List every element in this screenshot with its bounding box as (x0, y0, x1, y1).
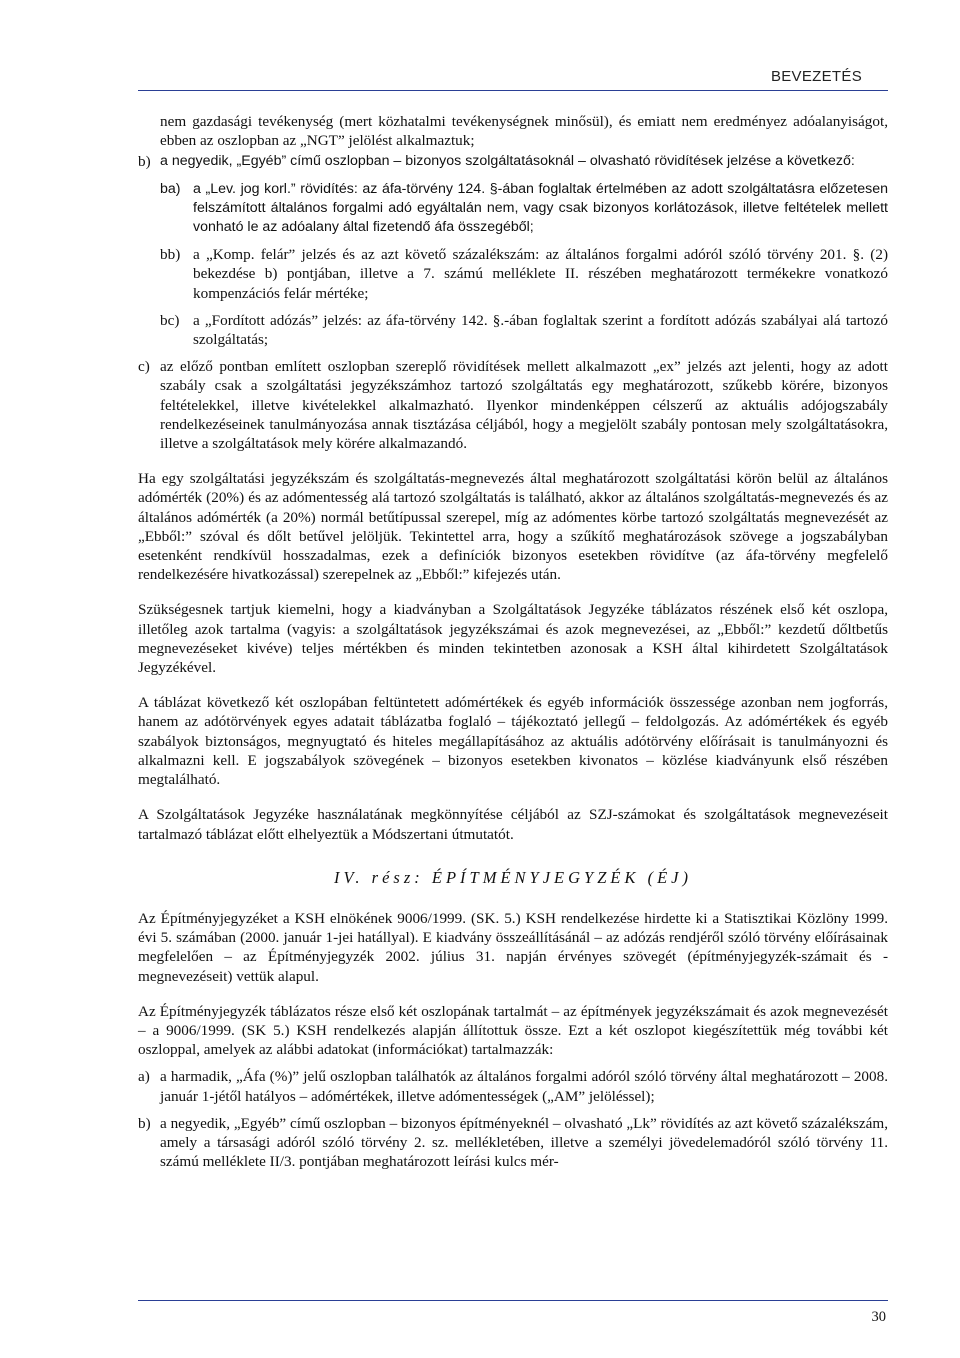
list-text: a „Komp. felár” jelzés és az azt követő százalékszám: az általános forgalmi adóról szóló törvény 201. §. (2) bekezdése b) pontjában, illetve a 7. számú melléklete II. részében meghatározott termékekre vonatkozó kompenzációs felár mértéke; (193, 246, 888, 302)
list-text: a negyedik, „Egyéb” című oszlopban – bizonyos szolgáltatásoknál – olvasható rövidítések jelzése a következő: (160, 153, 855, 170)
list-label: ba) (160, 180, 181, 197)
page-footer (138, 1300, 888, 1325)
list-label: a) (138, 1068, 150, 1086)
header-title: BEVEZETÉS (770, 68, 862, 85)
list-label: b) (138, 1114, 151, 1132)
list-text: a „Lev. jog korl.” rövidítés: az áfa-törvény 124. §-ában foglaltak értelmében az adott szolgáltatásra előzetesen felszámított általános forgalmi adó egyáltalán nem, vagy csak bizonyos korlátozások, illetve feltételek mellett vonható le az adóalany által fizetendő áfa összegéből; (193, 180, 888, 236)
intro-continuation: nem gazdasági tevékenység (mert közhatalmi tevékenységnek minősül), és emiatt nem eredményez adóalanyiságot, ebben az oszlopban az „NGT” jelölést alkalmaztuk; (160, 113, 888, 150)
paragraph: Az Építményjegyzék táblázatos része első két oszlopának tartalmát – az építmények jegyzékszámait és azok megnevezését – a 9006/1999. (SK 5.) KSH rendelkezés alapján állítottuk össze. Ezt a két oszlopot kiegészítettük még további két oszloppal, amelyek az alábbi adatokat (információkat) tartalmazzák: (138, 1002, 888, 1059)
list-label: bc) (160, 311, 180, 329)
list-label: bb) (160, 246, 181, 264)
list-text: a negyedik, „Egyéb” című oszlopban – bizonyos építményeknél – olvasható „Lk” rövidítés az azt követő százalékszám, amely a társasági adóról szóló törvény 2. sz. mellékletében, illetve a személyi jövedelemadóról szóló törvény 11. számú melléklete II/3. pontjában meghatározott leírási kulcs mér- (160, 1114, 888, 1171)
list-item-b2 (138, 1114, 888, 1172)
list-item-b (138, 152, 888, 171)
paragraph: Az Építményjegyzéket a KSH elnökének 9006/1999. (SK. 5.) KSH rendelkezése hirdette ki a Statisztikai Közlöny 1999. évi 5. számában (2000. január 1-jei hatállyal). E kiadvány összeállításánál – az adózás rendjéről szóló törvény előírásainak megfelelően – az Építményjegyzék 2002. július 31. napján érvényes szövegét (építményjegyzék-számait és -megnevezéseit) vettük alapul. (138, 909, 888, 985)
list-text: a „Fordított adózás” jelzés: az áfa-törvény 142. §.-ában foglaltak szerint a fordított adózás szabályai alá tartozó szolgáltatás; (193, 311, 888, 349)
page-header (138, 66, 888, 91)
list-item-a (138, 1067, 888, 1105)
list-label: b) (138, 153, 151, 171)
paragraph: A Szolgáltatások Jegyzéke használatának megkönnyítése céljából az SZJ-számokat és szolgáltatások megnevezéseit tartalmazó táblázat előtt elhelyeztük a Módszertani útmutatót. (138, 806, 888, 843)
document-body (138, 112, 888, 1171)
list-item-bc (138, 311, 888, 349)
list-item-ba (138, 180, 888, 238)
list-item-c (138, 357, 888, 453)
paragraph: Ha egy szolgáltatási jegyzékszám és szolgáltatás-megnevezés által meghatározott szolgáltatási körön belül az általános adómérték (20%) és az adómentesség alá tartozó szolgáltatás is található, akkor az általános szolgáltatás-megnevezés és az általános adómérték (a 20%) normál betűtípussal szerepel, míg az adómentes körbe tartozó szolgáltatás megnevezését az „Ebből:” szóval és dőlt betűvel jelöljük. Tekintettel arra, hogy a szűkítő meghatározások szövege a jogszabályban esetenként rendkívül hosszadalmas, ezek a definíciók bizonyos esetekben rövidítve (az áfa-törvény megfelelő rendelkezésére hivatkozással) szerepelnek az „Ebből:” kifejezés után. (138, 470, 888, 584)
section-title: IV. rész: ÉPÍTMÉNYJEGYZÉK (ÉJ) (333, 867, 692, 887)
list-label: c) (138, 358, 150, 376)
page-number: 30 (871, 1309, 886, 1325)
list-text: az előző pontban említett oszlopban szereplő rövidítések mellett alkalmazott „ex” jelzés azt jelenti, hogy az adott szabály csak a szolgáltatási jegyzékszámhoz tartozó szolgáltatás egy meghatározott, szűkebb körére, bizonyos feltételekkel, illetve kivételekkel alkalmazható. Ilyenkor mindenképpen célszerű az aktuális adójogszabály rendelkezéseinek tanulmányozása annak tisztázása céljából, hogy a megjelölt szabály pontosan mely szolgáltatásokra, illetve a szolgáltatások mely körére alkalmazandó. (160, 358, 888, 453)
paragraph: Szükségesnek tartjuk kiemelni, hogy a kiadványban a Szolgáltatások Jegyzéke táblázatos részének első két oszlopa, illetőleg azok tartalma (vagyis: a szolgáltatások jegyzékszámai és azok megnevezései, az „Ebből:” kezdetű dőltbetűs megnevezéseket kivéve) teljes mértékben és minden tekintetben azonosak a KSH által kihirdetett Szolgáltatások Jegyzékével. (138, 601, 888, 677)
list-text: a harmadik, „Áfa (%)” jelű oszlopban találhatók az általános forgalmi adóról szóló törvény által meghatározott – 2008. január 1-jétől hatályos – adómértékek, illetve adómentességek („AM” jelöléssel); (160, 1068, 888, 1105)
paragraph: A táblázat következő két oszlopában feltüntetett adómértékek és egyéb információk összessége azonban nem jogforrás, hanem az adótörvények egyes adatait táblázatba foglaló – tájékoztató jellegű – feldolgozás. Az adómértékek és egyéb szabályok biztonságos, megnyugtató és hiteles megállapításához az aktuális adótörvény előírásait is tanulmányozni és alkalmazni kell. E jogszabályok szövegének – bizonyos esetekben kivonatos – közlése kiadványunk első részében megtalálható. (138, 694, 888, 789)
list-item-bb (138, 245, 888, 303)
